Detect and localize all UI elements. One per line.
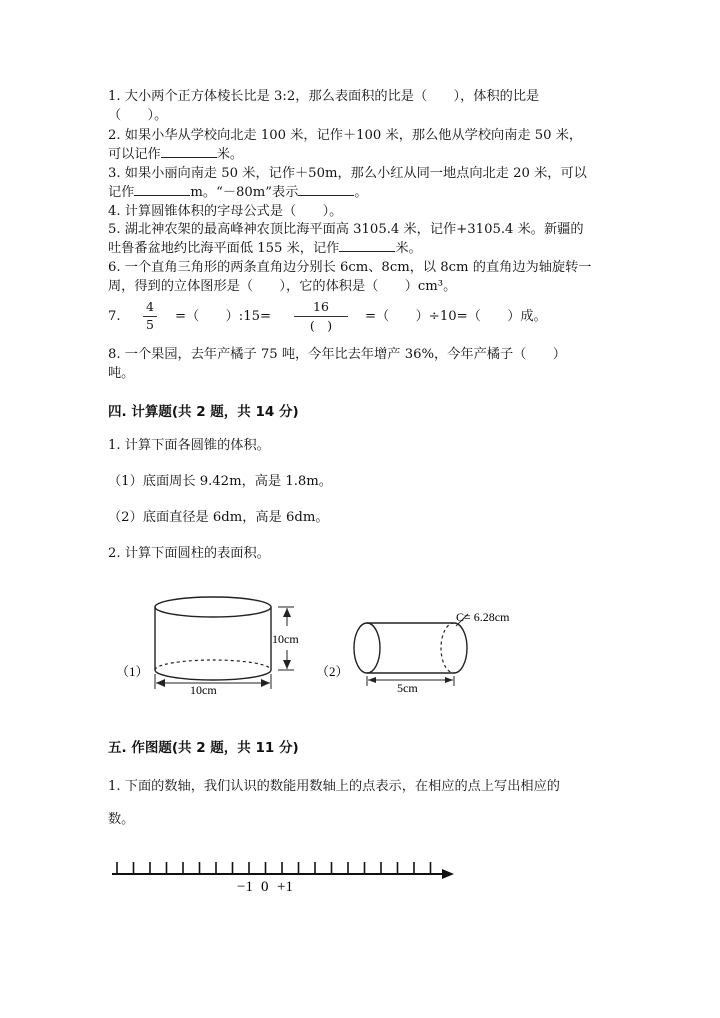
section-4-title: 四. 计算题(共 2 题，共 14 分) <box>108 404 299 420</box>
cylinder-1-top <box>155 597 271 617</box>
cylinder-1-bottom-back <box>155 660 271 670</box>
q3-post: 。 <box>354 185 368 200</box>
draw-line1: 1. 下面的数轴，我们认识的数能用数轴上的点表示，在相应的点上写出相应的 <box>108 779 560 794</box>
q1-line2: （ ）。 <box>108 108 168 123</box>
cylinder-1 <box>155 597 271 680</box>
cylinder-2 <box>354 614 468 673</box>
question-3 <box>108 164 628 202</box>
q2-pre: 可以记作 <box>108 147 161 162</box>
q8-line2: 吨。 <box>108 366 135 381</box>
q7-fraction2-numerator: 16 <box>313 299 329 314</box>
q7-fraction2-denominator[interactable]: ( ) <box>309 318 333 333</box>
q7-eq1: =（ ）:15= <box>175 309 272 324</box>
fig2-length-label: 5cm <box>397 681 418 695</box>
cylinder-2-right-front <box>454 623 467 673</box>
section-5-title: 五. 作图题(共 2 题，共 11 分) <box>108 740 299 756</box>
axis-label-zero: 0 <box>261 879 269 895</box>
draw-line2: 数。 <box>108 812 135 827</box>
cylinder-2-left-end <box>354 623 380 673</box>
axis-label-plus-one: +1 <box>277 879 293 895</box>
question-6 <box>108 258 628 296</box>
q5-pre: 吐鲁番盆地约比海平面低 155 米，记作 <box>108 241 340 256</box>
number-line-ticks <box>117 862 431 874</box>
q1-line1: 1. 大小两个正方体棱长比是 3:2，那么表面积的比是（ ），体积的比是 <box>108 89 540 104</box>
q2-line1: 2. 如果小华从学校向北走 100 米，记作＋100 米，那么他从学校向南走 50 米， <box>108 128 583 143</box>
calc-p2: 2. 计算下面圆柱的表面积。 <box>108 546 270 561</box>
q6-line2: 周，得到的立体图形是（ ），它的体积是（ ）cm³。 <box>108 279 457 294</box>
question-4 <box>108 202 628 221</box>
cylinder-1-bottom-front <box>155 670 271 680</box>
q2-blank[interactable] <box>161 145 217 158</box>
q6-line1: 6. 一个直角三角形的两条直角边分别长 6cm、8cm，以 8cm 的直角边为轴旋转一 <box>108 260 592 275</box>
q2-post: 米。 <box>216 147 244 162</box>
q4-line1: 4. 计算圆锥体积的字母公式是（ ）。 <box>108 204 343 219</box>
q5-line1: 5. 湖北神农架的最高峰神农顶比海平面高 3105.4 米，记作+3105.4 米。新疆的 <box>108 222 584 237</box>
axis-label-minus-one: −1 <box>237 879 253 895</box>
q3-blank-1[interactable] <box>134 183 190 196</box>
q7-fraction1-denominator: 5 <box>146 317 154 332</box>
calc-p1a: （1）底面周长 9.42m，高是 1.8m。 <box>108 474 332 489</box>
q8-line1: 8. 一个果园，去年产橘子 75 吨，今年比去年增产 36%，今年产橘子（ ） <box>108 347 566 362</box>
q7-fraction1-numerator: 4 <box>146 299 154 314</box>
question-5 <box>108 220 628 258</box>
calc-p1: 1. 计算下面各圆锥的体积。 <box>108 438 270 453</box>
q3-pre: 记作 <box>108 185 135 200</box>
number-line <box>0 858 720 908</box>
fig1-label: （1） <box>116 664 149 679</box>
cylinder-figures <box>0 590 720 710</box>
fig2-circumference-label: C= 6.28cm <box>456 610 510 624</box>
q3-mid: m。“－80m”表示 <box>190 185 299 200</box>
question-1 <box>108 87 628 125</box>
fig1-height-label: 10cm <box>272 632 299 646</box>
q5-post: 米。 <box>395 241 422 256</box>
question-8 <box>108 345 628 383</box>
q7-eq2: =（ ）÷10=（ ）成。 <box>365 309 547 324</box>
number-line-arrow <box>442 869 454 879</box>
fig1-width-label: 10cm <box>190 683 217 697</box>
calc-p1b: （2）底面直径是 6dm，高是 6dm。 <box>108 510 329 525</box>
q7-number: 7. <box>108 309 121 324</box>
question-2 <box>108 126 628 164</box>
draw-question-1 <box>108 770 628 836</box>
q3-blank-2[interactable] <box>298 183 354 196</box>
q5-blank[interactable] <box>339 239 395 252</box>
q3-line1: 3. 如果小丽向南走 50 米，记作＋50m，那么小红从同一地点向北走 20 米，可以 <box>108 166 587 181</box>
cylinder-2-right-back <box>441 623 454 673</box>
fig2-label: （2） <box>316 664 349 679</box>
